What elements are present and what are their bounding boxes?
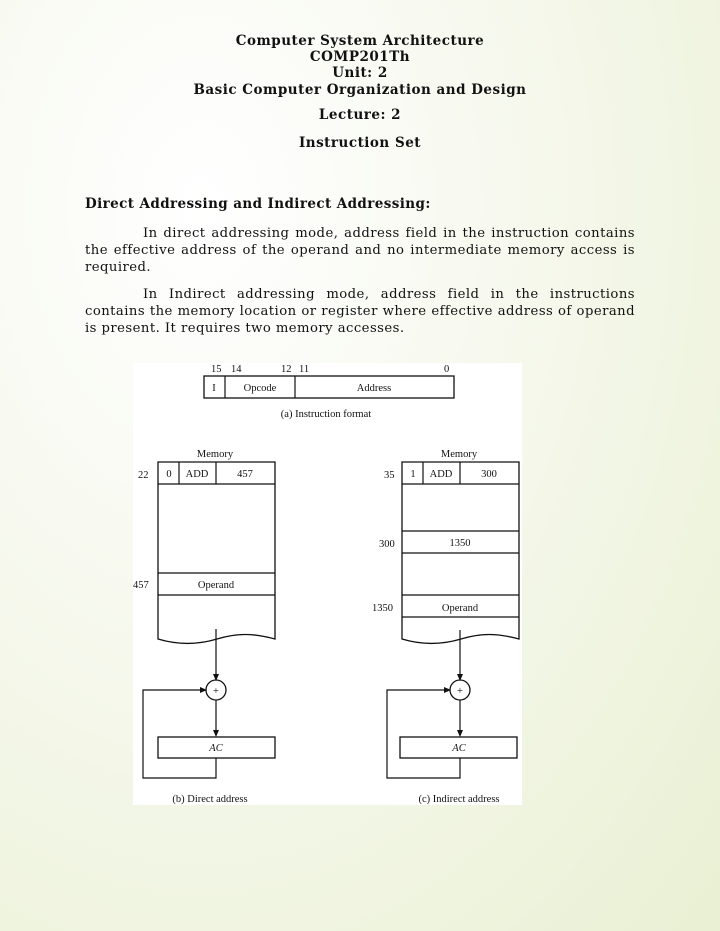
direct-i-bit: 0 bbox=[166, 469, 172, 480]
caption-format: (a) Instruction format bbox=[280, 409, 372, 420]
instruction-format bbox=[204, 364, 454, 420]
direct-operand-label: Operand bbox=[197, 580, 235, 591]
bit-11: 11 bbox=[299, 364, 310, 375]
indirect-operand-label: Operand bbox=[441, 603, 479, 614]
indirect-ac-label: AC bbox=[452, 743, 466, 754]
para1-line3: required. bbox=[85, 260, 152, 275]
direct-ac-label: AC bbox=[209, 743, 223, 754]
indirect-ptr-value: 1350 bbox=[449, 538, 471, 549]
bit-14: 14 bbox=[231, 364, 242, 375]
para1-line1: In direct addressing mode, address field in the instruction contains the bbox=[85, 226, 635, 258]
para1-line2: effective address of the operand and no intermediate memory access is bbox=[113, 243, 635, 258]
direct-memory-label: Memory bbox=[196, 449, 234, 460]
paragraph-indirect bbox=[85, 286, 635, 337]
para2-line1: In Indirect addressing mode, address field in the instructions contains bbox=[85, 287, 635, 319]
unit-title: Basic Computer Organization and Design bbox=[193, 82, 527, 98]
indirect-feedback-line bbox=[387, 690, 460, 778]
unit-number: Unit: 2 bbox=[332, 65, 388, 81]
direct-memory-block bbox=[158, 462, 275, 644]
format-box bbox=[204, 376, 454, 398]
direct-instr-address: 22 bbox=[138, 470, 149, 481]
topic-title: Instruction Set bbox=[298, 135, 422, 151]
indirect-opcode: ADD bbox=[429, 469, 453, 480]
para2-line2: the memory location or register where effective address of operand is present. It bbox=[85, 304, 635, 336]
direct-address-diagram bbox=[133, 449, 275, 805]
indirect-operand-address: 1350 bbox=[372, 603, 393, 614]
bit-15: 15 bbox=[211, 364, 222, 375]
direct-arrowhead-2 bbox=[213, 730, 219, 737]
direct-opcode: ADD bbox=[185, 469, 209, 480]
paragraph-direct bbox=[85, 225, 635, 276]
direct-adder-sign: + bbox=[213, 686, 219, 697]
lecture-number: Lecture: 2 bbox=[318, 107, 402, 123]
course-title: Computer System Architecture bbox=[235, 33, 485, 49]
indirect-ptr-address: 300 bbox=[379, 539, 395, 550]
indirect-address: 300 bbox=[481, 469, 497, 480]
caption-direct: (b) Direct address bbox=[172, 794, 248, 805]
field-i: I bbox=[212, 383, 216, 394]
direct-address: 457 bbox=[237, 469, 253, 480]
direct-feedback-line bbox=[143, 690, 216, 778]
field-opcode: Opcode bbox=[243, 383, 277, 394]
field-address: Address bbox=[356, 383, 392, 394]
direct-operand-address: 457 bbox=[133, 580, 149, 591]
indirect-arrowhead-2 bbox=[457, 730, 463, 737]
caption-indirect: (c) Indirect address bbox=[418, 794, 500, 805]
indirect-instr-address: 35 bbox=[384, 470, 395, 481]
course-code: COMP201Th bbox=[309, 49, 411, 65]
indirect-memory-label: Memory bbox=[440, 449, 478, 460]
addressing-figure bbox=[133, 363, 522, 805]
indirect-i-bit: 1 bbox=[410, 469, 416, 480]
bit-0: 0 bbox=[444, 364, 450, 375]
indirect-address-diagram bbox=[372, 449, 519, 805]
para2-line3: requires two memory accesses. bbox=[180, 321, 405, 336]
bit-12: 12 bbox=[281, 364, 292, 375]
section-title: Direct Addressing and Indirect Addressing: bbox=[85, 196, 431, 212]
indirect-adder-sign: + bbox=[457, 686, 463, 697]
addressing-diagram bbox=[133, 363, 522, 805]
